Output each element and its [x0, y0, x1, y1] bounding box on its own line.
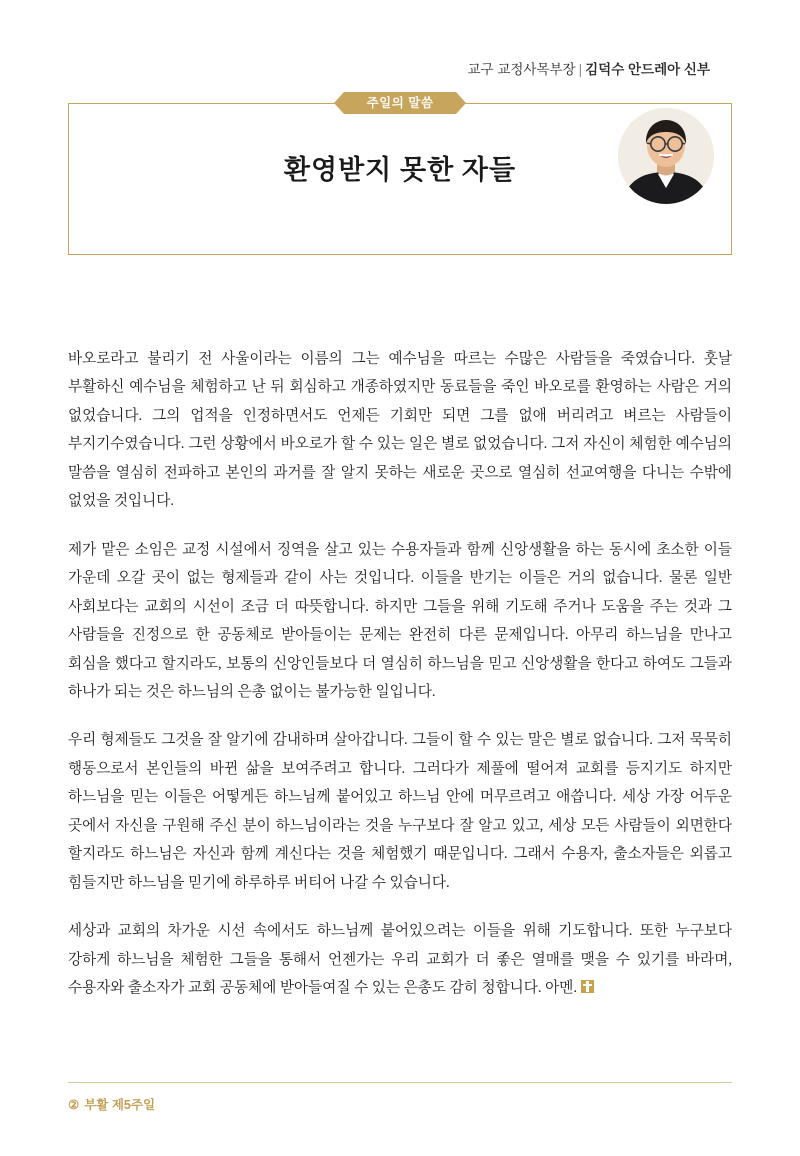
paragraph-3: 우리 형제들도 그것을 잘 알기에 감내하며 살아갑니다. 그들이 할 수 있는 말은 별로 없습니다. 그저 묵묵히 행동으로서 본인들의 바뀐 삶을 보여주려고 합니다. 그러다가 제풀에 떨어져 교회를 등지기도 하지만 하느님을 믿는 이들은 어떻게든 하느님께 붙어있고 하느님 안에 머무르려고 애씁니다. 세상 가장 어두운 곳에서 자신을 구원해 주신 분이 하느님이라는 것을 누구보다 잘 알고 있고, 세상 모든 사람들이 외면한다 할지라도 하느님은 자신과 함께 계신다는 것을 체험했기 때문입니다. 그래서 수용자, 출소자들은 외롭고 힘들지만 하느님을 믿기에 하루하루 버티어 나갈 수 있습니다.: [68, 732, 732, 891]
footer-divider: [68, 1082, 732, 1083]
avatar: [618, 108, 714, 204]
byline: [468, 58, 710, 78]
section-ribbon-label: 주일의 말씀: [366, 95, 434, 110]
footer-section-label: 부활 제5주일: [84, 1098, 156, 1112]
cross-endmark-icon: [581, 980, 594, 993]
footer: [68, 1095, 155, 1113]
page-title: 환영받지 못한 자들: [283, 155, 517, 185]
paragraph-1: 바오로라고 불리기 전 사울이라는 이름의 그는 예수님을 따르는 수많은 사람들을 죽였습니다. 훗날 부활하신 예수님을 체험하고 난 뒤 회심하고 개종하였지만 동료들을 죽인 바오로를 환영하는 사람은 거의 없었습니다. 그의 업적을 인정하면서도 언제든 기회만 되면 그를 없애 버리려고 벼르는 사람들이 부지기수였습니다. 그런 상황에서 바오로가 할 수 있는 일은 별로 없었습니다. 그저 자신이 체험한 예수님의 말씀을 열심히 전파하고 본인의 과거를 잘 알지 못하는 새로운 곳으로 열심히 선교여행을 다니는 수밖에 없었을 것입니다.: [68, 351, 733, 510]
article-body: [68, 345, 732, 1003]
section-ribbon: [344, 92, 456, 114]
paragraph-4: [68, 917, 732, 1002]
byline-author-name: 김덕수 안드레아 신부: [585, 62, 710, 77]
byline-separator: |: [578, 62, 583, 77]
paragraph-4-text: 세상과 교회의 차가운 시선 속에서도 하느님께 붙어있으려는 이들을 위해 기도합니다. 또한 누구보다 강하게 하느님을 체험한 그들을 통해서 언젠가는 우리 교회가 더 좋은 열매를 맺을 수 있기를 바라며, 수용자와 출소자가 교회 공동체에 받아들여질 수 있는 은총도 감히 청합니다. 아멘.: [68, 923, 732, 997]
paragraph-2: 제가 맡은 소임은 교정 시설에서 징역을 살고 있는 수용자들과 함께 신앙생활을 하는 동시에 초소한 이들 가운데 오갈 곳이 없는 형제들과 같이 사는 것입니다. 이들을 반기는 이들은 거의 없습니다. 물론 일반 사회보다는 교회의 시선이 조금 더 따뜻합니다. 하지만 그들을 위해 기도해 주거나 도움을 주는 것과 그 사람들을 진정으로 한 공동체로 받아들이는 문제는 완전히 다른 문제입니다. 아무리 하느님을 만나고 회심을 했다고 할지라도, 보통의 신앙인들보다 더 열심히 하느님을 믿고 신앙생활을 한다고 하여도 그들과 하나가 되는 것은 하느님의 은총 없이는 불가능한 일입니다.: [68, 541, 733, 700]
page-number: ②: [68, 1097, 80, 1112]
byline-role: 교구 교정사목부장: [467, 62, 576, 77]
